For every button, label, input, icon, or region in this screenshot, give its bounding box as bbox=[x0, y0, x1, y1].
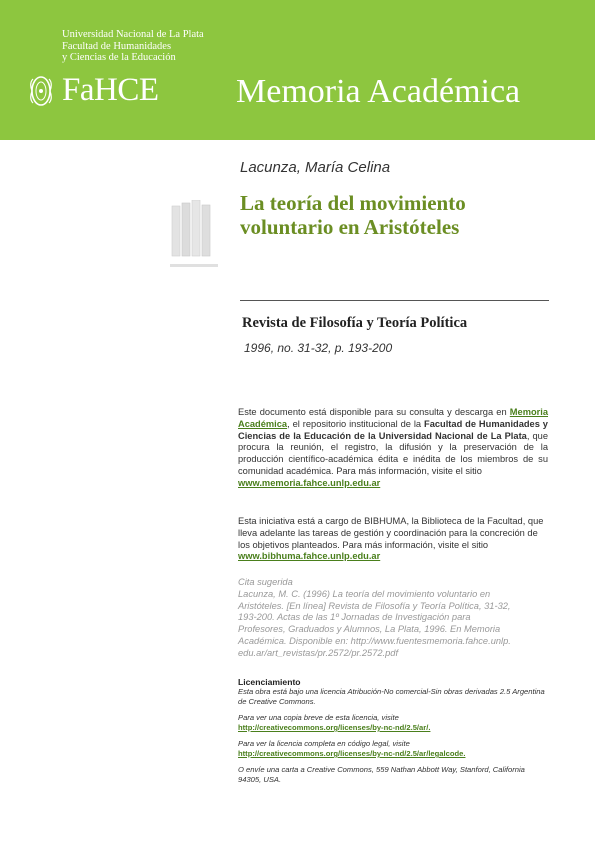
faculty-name: Facultad de Humanidades y Ciencias de la Educación de la Universidad Nacional de La Plata bbox=[238, 418, 548, 441]
university-line: y Ciencias de la Educación bbox=[62, 52, 176, 63]
license-heading: Licenciamiento bbox=[238, 677, 301, 687]
university-line: Universidad Nacional de La Plata bbox=[62, 29, 204, 40]
license-full-link[interactable]: http://creativecommons.org/licenses/by-nc-nd/2.5/ar/legalcode. bbox=[238, 749, 466, 758]
license-text: Esta obra está bajo una licencia Atribución-No comercial-Sin obras derivadas 2.5 Argentina de Creative Commons. bbox=[238, 687, 545, 706]
license-section bbox=[238, 677, 548, 791]
bibhuma-logo-icon bbox=[170, 200, 218, 272]
university-name bbox=[62, 29, 204, 64]
divider bbox=[240, 300, 549, 301]
license-brief-label: Para ver una copia breve de esta licencia, visite bbox=[238, 713, 399, 722]
repository-title: Memoria Académica bbox=[236, 73, 521, 110]
header-banner bbox=[0, 0, 595, 140]
article-title bbox=[240, 191, 570, 239]
citation-line: Profesores, Graduados y Alumnos, La Plata, 1996. En Memoria bbox=[238, 624, 501, 635]
info-text: Este documento está disponible para su consulta y descarga en bbox=[238, 407, 507, 417]
suggested-citation bbox=[238, 577, 548, 660]
bibhuma-paragraph bbox=[238, 516, 548, 563]
info-text: Esta iniciativa está a cargo de BIBHUMA, la Biblioteca de la Facultad, que lleva adelante las tareas de gestión y coordinación para la concreción de los objetivos planteados. Para más información, visite el sitio bbox=[238, 516, 544, 550]
citation-line: Lacunza, M. C. (1996) La teoría del movimiento voluntario en bbox=[238, 588, 491, 599]
memoria-academica-link[interactable]: Memoria Académica bbox=[238, 407, 549, 429]
institution-logo: FaHCE bbox=[62, 72, 159, 108]
citation-line: Aristóteles. [En línea] Revista de Filosofía y Teoría Política, 31-32, bbox=[238, 600, 511, 611]
article-author: Lacunza, María Celina bbox=[240, 159, 391, 176]
citation-line: 193-200. Actas de las 1º Jornadas de Investigación para bbox=[238, 612, 471, 623]
university-seal-icon bbox=[29, 73, 53, 109]
info-text: , que procura la reunión, el registro, la difusión y la preservación de la producción científico-académica édita e inédita de los miembros de su comunidad académica. Para más información, visite el sitio bbox=[238, 430, 548, 476]
license-mail: O envíe una carta a Creative Commons, 559 Nathan Abbott Way, Stanford, California 94305, USA. bbox=[238, 765, 525, 784]
license-full-label: Para ver la licencia completa en código legal, visite bbox=[238, 739, 410, 748]
issue-info: 1996, no. 31-32, p. 193-200 bbox=[244, 341, 393, 355]
title-line: voluntario en Aristóteles bbox=[240, 215, 460, 239]
journal-name: Revista de Filosofía y Teoría Política bbox=[242, 315, 468, 331]
citation-line: edu.ar/art_revistas/pr.2572/pr.2572.pdf bbox=[238, 647, 399, 658]
availability-paragraph bbox=[238, 407, 548, 490]
memoria-url-link[interactable]: www.memoria.fahce.unlp.edu.ar bbox=[238, 477, 381, 488]
citation-label: Cita sugerida bbox=[238, 577, 293, 587]
bibhuma-url-link[interactable]: www.bibhuma.fahce.unlp.edu.ar bbox=[238, 551, 381, 562]
title-line: La teoría del movimiento bbox=[240, 191, 466, 215]
license-brief-link[interactable]: http://creativecommons.org/licenses/by-nc-nd/2.5/ar/. bbox=[238, 723, 431, 732]
citation-line: Académica. Disponible en: http://www.fuentesmemoria.fahce.unlp. bbox=[238, 635, 511, 646]
university-line: Facultad de Humanidades bbox=[62, 40, 172, 52]
info-text: , el repositorio institucional de la bbox=[287, 418, 422, 429]
